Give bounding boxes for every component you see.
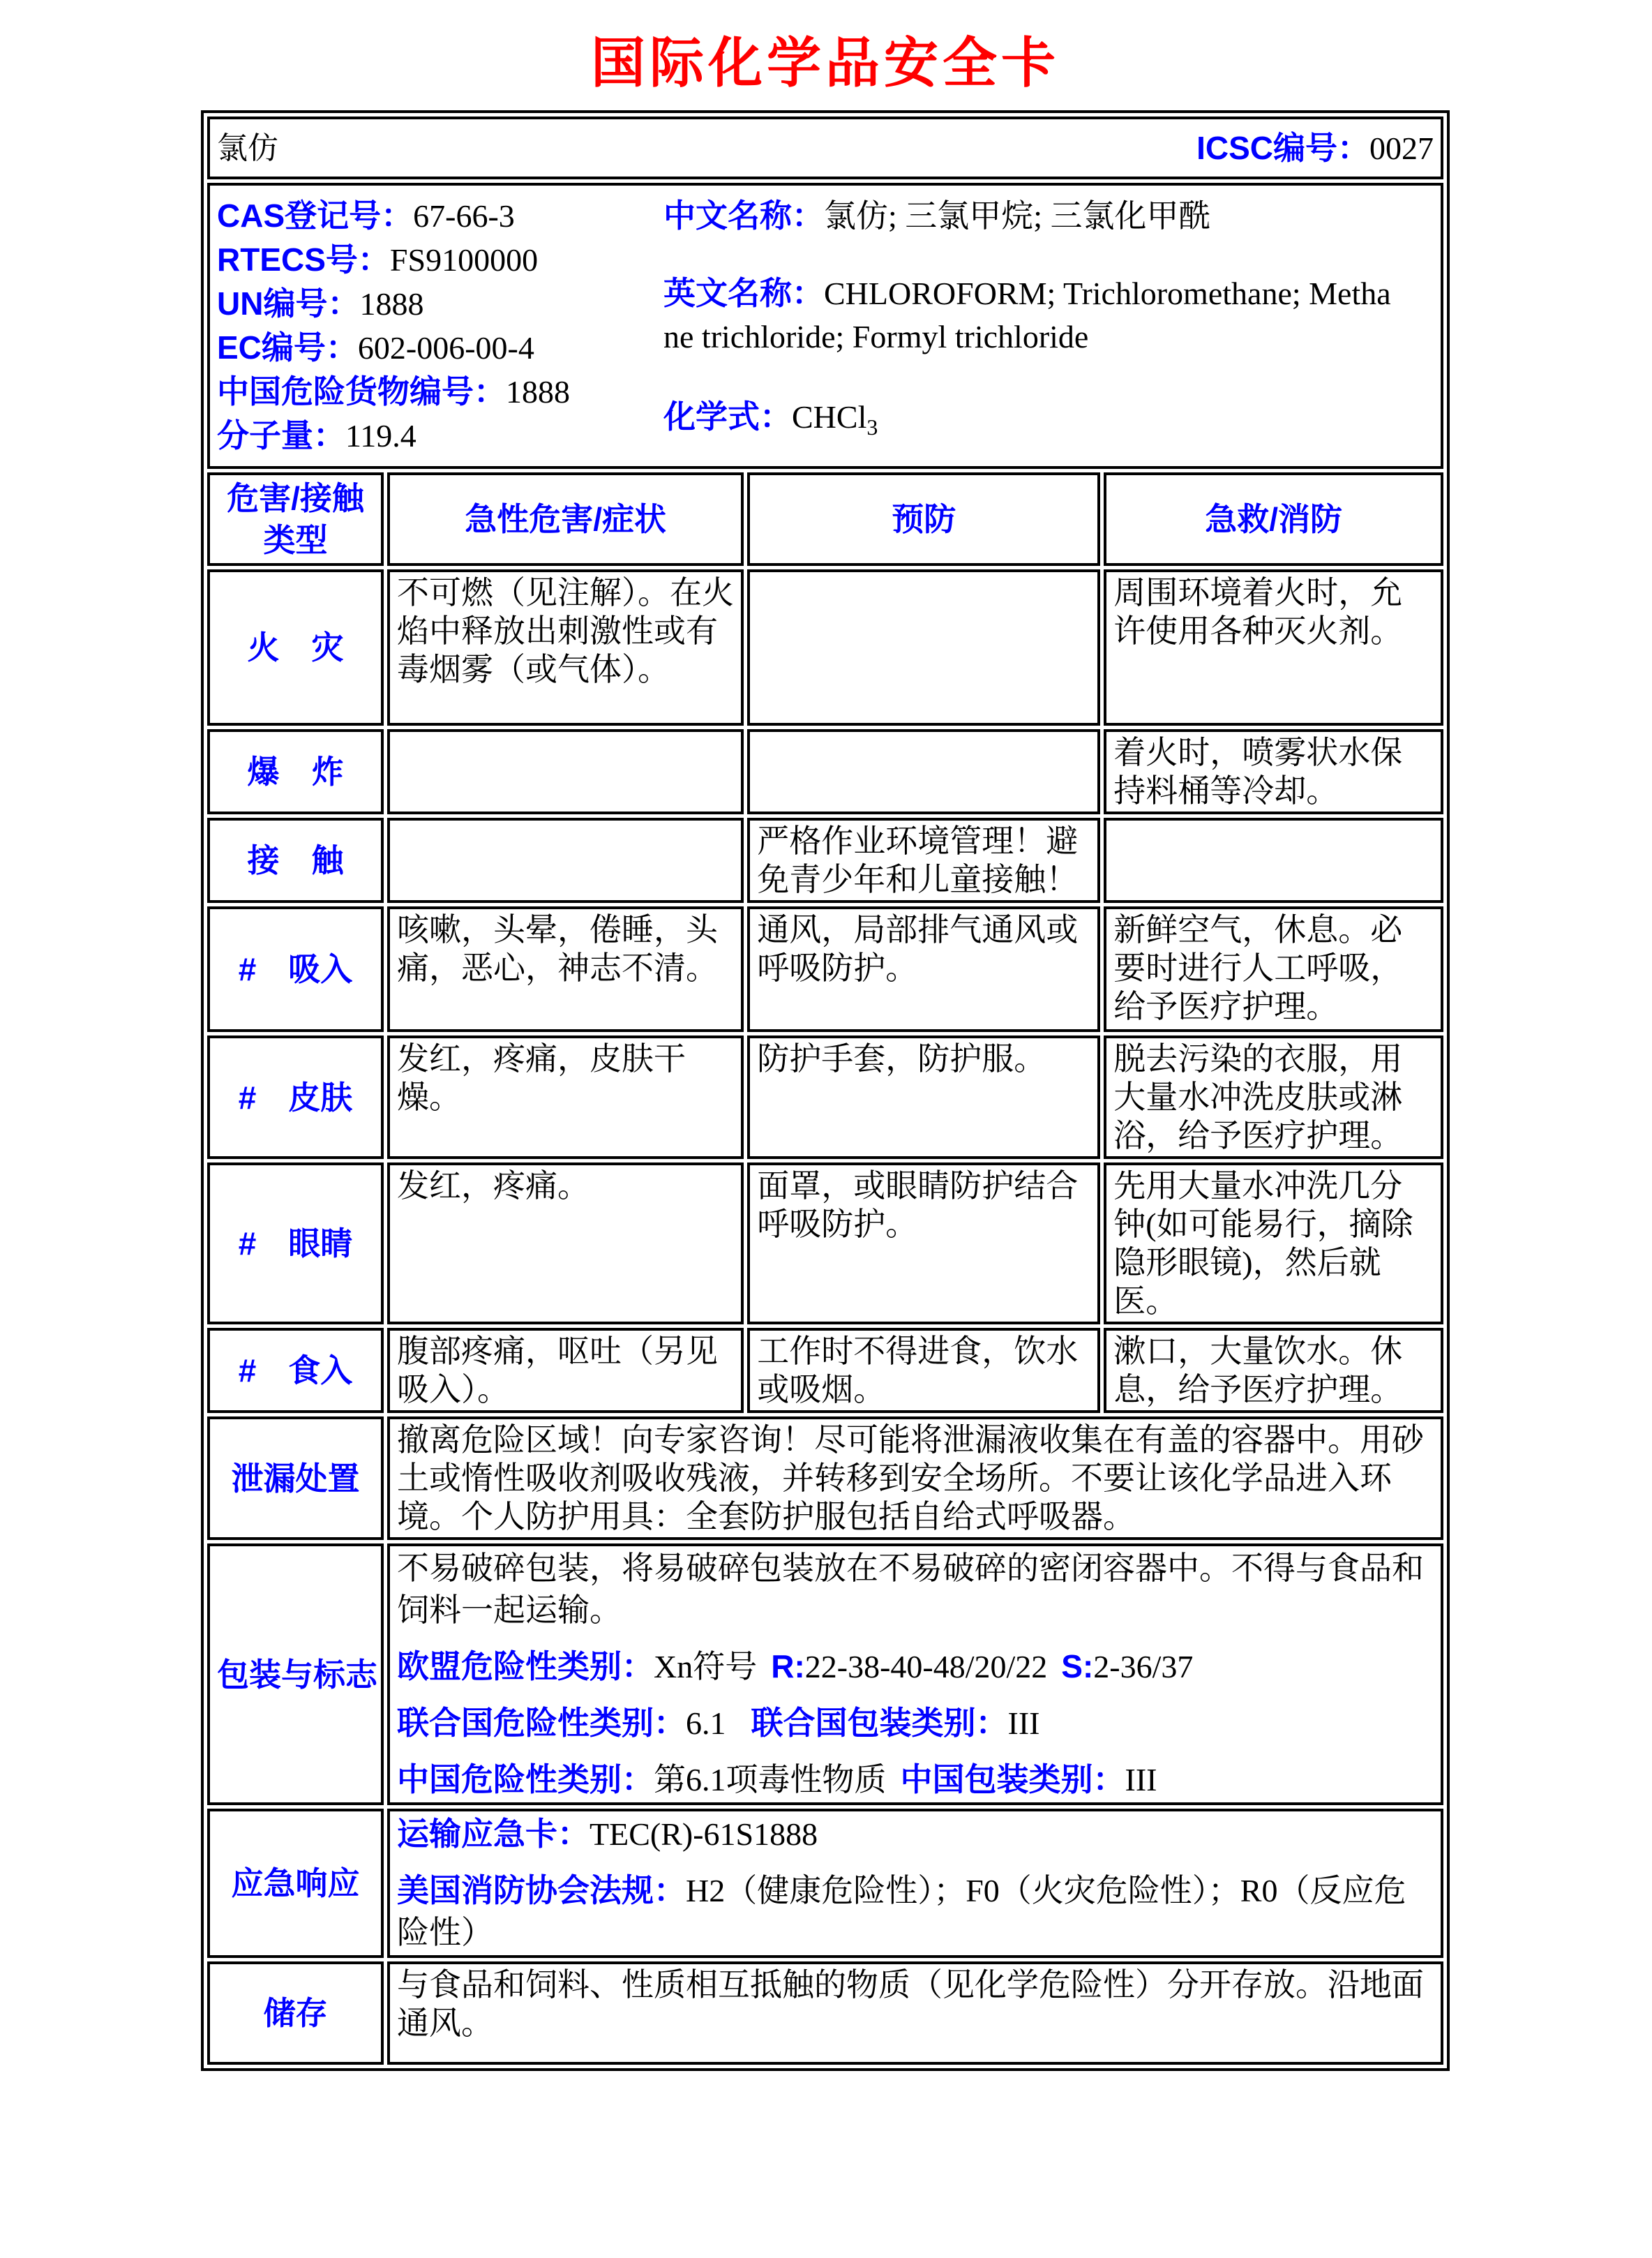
row-label-storage: 储存 [207,1961,384,2065]
un-class-value: 6.1 [686,1705,726,1741]
substance-name: 氯仿 [217,130,278,165]
row-label-eyes: # 眼睛 [207,1162,384,1324]
identity-row [207,183,1443,469]
packaging-row [207,1543,1443,1805]
cas-number-value: 67-66-3 [413,198,515,234]
china-dg-number-label: 中国危险货物编号： [217,373,506,410]
contact-symptoms [387,818,744,903]
un-number-line [217,282,663,326]
identifier-list [217,194,663,458]
un-classification-line [397,1702,1434,1744]
ec-number-label: EC编号： [217,329,358,366]
eu-classification-line [397,1645,1434,1688]
column-header-firstaid: 急救/消防 [1104,472,1443,566]
identity-block [217,194,1434,458]
skin-prevention: 防护手套，防护服。 [747,1035,1100,1159]
explosion-firstaid: 着火时，喷雾状水保持料桶等冷却。 [1104,729,1443,814]
ingestion-firstaid: 漱口，大量饮水。休息，给予医疗护理。 [1104,1328,1443,1413]
hazard-row-skin [207,1035,1443,1159]
explosion-prevention [747,729,1100,814]
explosion-symptoms [387,729,744,814]
rtecs-number-label: RTECS号： [217,241,390,278]
tec-card-value: TEC(R)-61S1888 [590,1816,818,1852]
inhalation-firstaid: 新鲜空气，休息。必要时进行人工呼吸，给予医疗护理。 [1104,906,1443,1032]
r-phrases-value: 22-38-40-48/20/22 [804,1649,1048,1684]
un-pack-label: 联合国包装类别： [751,1705,1008,1741]
english-name-label: 英文名称： [663,275,824,311]
ingestion-prevention: 工作时不得进食，饮水或吸烟。 [747,1328,1100,1413]
r-phrases-label: R: [771,1648,805,1684]
icsc-card-table [201,110,1450,2071]
column-header-symptoms: 急性危害/症状 [387,472,744,566]
eyes-firstaid: 先用大量水冲洗几分钟(如可能易行，摘除隐形眼镜)，然后就医。 [1104,1162,1443,1324]
rtecs-number-value: FS9100000 [389,242,539,278]
hazard-row-contact [207,818,1443,903]
row-label-ingestion: # 食入 [207,1328,384,1413]
nfpa-label: 美国消防协会法规： [397,1872,686,1908]
icsc-number-value: 0027 [1369,130,1434,166]
formula-label: 化学式： [663,398,792,435]
icsc-number-label: ICSC编号： [1196,129,1369,166]
formula-value: CHCl [792,399,867,435]
china-dg-number-value: 1888 [506,374,570,410]
row-label-packaging: 包装与标志 [207,1543,384,1805]
spill-row [207,1416,1443,1540]
emergency-content [387,1809,1443,1958]
emergency-row [207,1809,1443,1958]
chinese-name-label: 中文名称： [663,197,824,234]
cn-pack-value: III [1125,1762,1157,1797]
nfpa-value: H2（健康危险性）；F0（火灾危险性）；R0（反应危险性） [397,1873,1406,1950]
hazard-row-explosion [207,729,1443,814]
tec-card-label: 运输应急卡： [397,1816,590,1852]
formula-line [663,395,1396,449]
cn-pack-label: 中国包装类别： [900,1761,1125,1797]
spill-text: 撤离危险区域！向专家咨询！尽可能将泄漏液收集在有盖的容器中。用砂土或惰性吸收剂吸收残液，并转移到安全场所。不要让该化学品进入环境。个人防护用具：全套防护服包括自给式呼吸器。 [387,1416,1443,1540]
ec-number-line [217,326,663,370]
column-header-prevention: 预防 [747,472,1100,566]
hazard-row-fire [207,569,1443,726]
s-phrases-label: S: [1061,1648,1094,1684]
cas-number-label: CAS登记号： [217,197,414,234]
un-number-value: 1888 [359,286,424,322]
packaging-content [387,1543,1443,1805]
tec-card-line [397,1813,1434,1855]
molecular-weight-label: 分子量： [217,417,345,454]
icsc-number-group [1196,129,1434,167]
s-phrases-value: 2-36/37 [1093,1649,1194,1684]
contact-prevention: 严格作业环境管理！避免青少年和儿童接触！ [747,818,1100,903]
nfpa-line [397,1869,1434,1954]
cn-class-label: 中国危险性类别： [397,1761,654,1797]
formula-subscript: 3 [866,414,878,440]
un-class-label: 联合国危险性类别： [397,1705,686,1741]
china-dg-number-line [217,370,663,414]
contact-firstaid [1104,818,1443,903]
row-label-contact: 接 触 [207,818,384,903]
hazard-row-eyes [207,1162,1443,1324]
column-header-hazard-type: 危害/接触 类型 [207,472,384,566]
row-label-spill: 泄漏处置 [207,1416,384,1540]
english-name-line [663,271,1396,359]
eu-class-label: 欧盟危险性类别： [397,1648,654,1684]
row-label-emergency: 应急响应 [207,1809,384,1958]
row-label-inhalation: # 吸入 [207,906,384,1032]
hazard-row-ingestion [207,1328,1443,1413]
storage-row [207,1961,1443,2065]
molecular-weight-line [217,414,663,458]
row-label-explosion: 爆 炸 [207,729,384,814]
inhalation-symptoms: 咳嗽，头晕，倦睡，头痛，恶心，神志不清。 [387,906,744,1032]
hazard-row-inhalation [207,906,1443,1032]
chinese-name-value: 氯仿; 三氯甲烷; 三氯化甲酰 [824,198,1211,234]
storage-text: 与食品和饲料、性质相互抵触的物质（见化学危险性）分开存放。沿地面通风。 [387,1961,1443,2065]
fire-firstaid: 周围环境着火时，允许使用各种灭火剂。 [1104,569,1443,726]
english-name-value: CHLOROFORM; Trichloromethane; Methane trichloride; Formyl trichloride [663,276,1391,354]
eyes-symptoms: 发红，疼痛。 [387,1162,744,1324]
hazard-header-row [207,472,1443,566]
ec-number-value: 602-006-00-4 [357,330,534,366]
card-header-row [207,117,1443,179]
ingestion-symptoms: 腹部疼痛，呕吐（另见吸入）。 [387,1328,744,1413]
names-block [663,194,1396,458]
fire-prevention [747,569,1100,726]
cn-classification-line [397,1758,1434,1801]
skin-firstaid: 脱去污染的衣服，用大量水冲洗皮肤或淋浴，给予医疗护理。 [1104,1035,1443,1159]
packaging-intro: 不易破碎包装，将易破碎包装放在不易破碎的密闭容器中。不得与食品和饲料一起运输。 [397,1550,1424,1628]
un-number-label: UN编号： [217,285,360,322]
row-label-fire: 火 灾 [207,569,384,726]
skin-symptoms: 发红，疼痛，皮肤干燥。 [387,1035,744,1159]
eyes-prevention: 面罩，或眼睛防护结合呼吸防护。 [747,1162,1100,1324]
chinese-name-line [663,194,1396,238]
row-label-skin: # 皮肤 [207,1035,384,1159]
icsc-card-page [0,20,1652,2071]
eu-class-value: Xn符号 [654,1649,758,1684]
cn-class-value: 第6.1项毒性物质 [654,1762,887,1797]
molecular-weight-value: 119.4 [345,418,416,454]
un-pack-value: III [1007,1705,1040,1741]
rtecs-number-line [217,238,663,282]
cas-number-line [217,194,663,238]
inhalation-prevention: 通风，局部排气通风或呼吸防护。 [747,906,1100,1032]
page-title: 国际化学品安全卡 [590,33,1060,94]
fire-symptoms: 不可燃（见注解）。在火焰中释放出刺激性或有毒烟雾（或气体）。 [387,569,744,726]
card-header [217,129,1434,167]
